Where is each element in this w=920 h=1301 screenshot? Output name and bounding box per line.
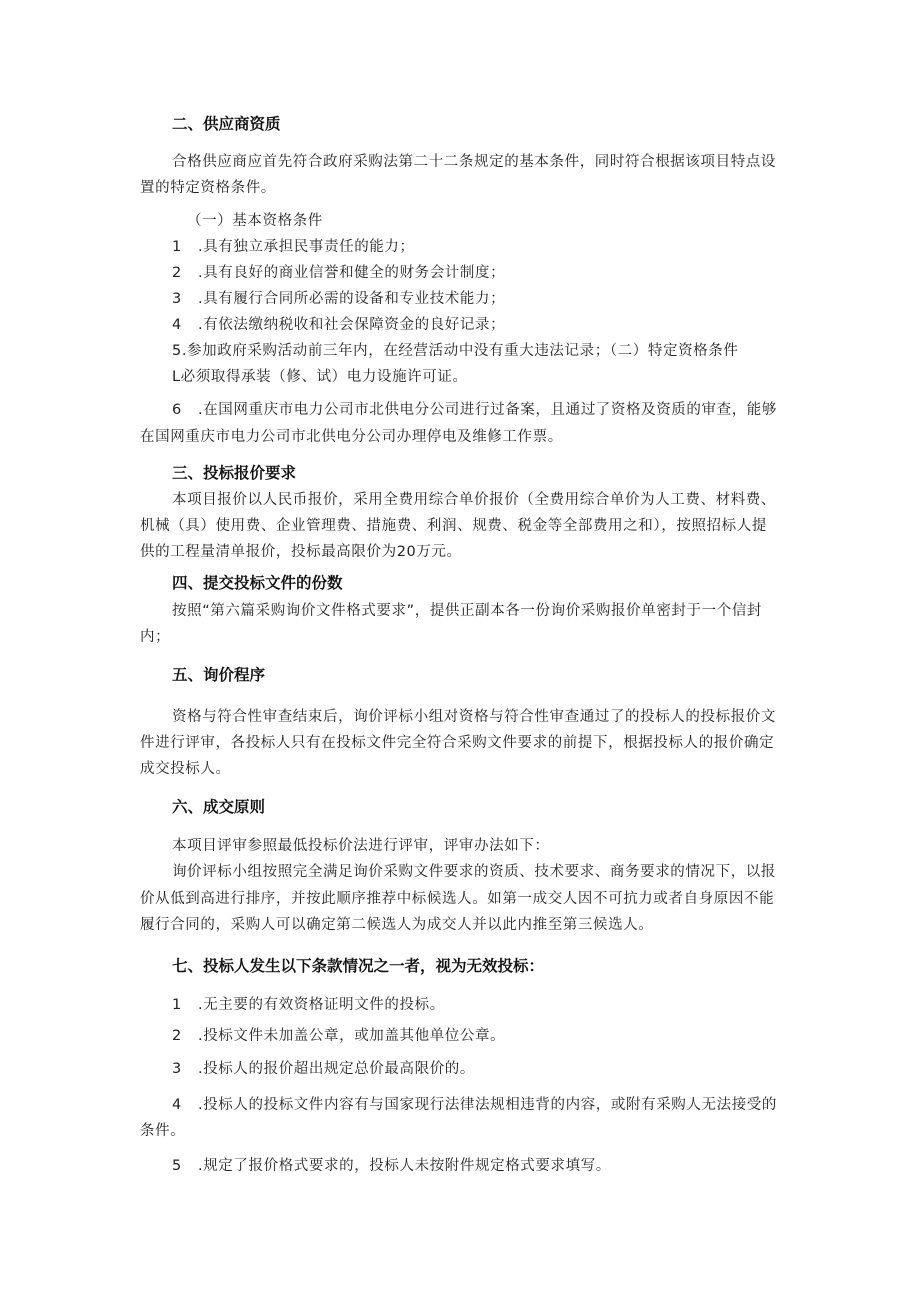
list-item-6 (172, 400, 777, 420)
list-item-license: L必须取得承装（修、试）电力设施许可证。 (172, 369, 468, 385)
paragraph-line: 资格与符合性审查结束后，询价评标小组对资格与符合性审查通过了的投标人的投标报价文 (172, 709, 776, 725)
list-item-text: .具有良好的商业信誉和健全的财务会计制度； (198, 265, 506, 281)
list-item (172, 289, 505, 309)
list-item-text: .投标文件未加盖公章，或加盖其他单位公章。 (198, 1028, 506, 1044)
list-item-5: 5.参加政府采购活动前三年内，在经营活动中没有重大违法记录；（二）特定资格条件 (172, 343, 739, 359)
list-item-text: .有依法缴纳税收和社会保障资金的良好记录； (198, 317, 506, 333)
list-item (172, 315, 505, 335)
section-heading-inquiry-procedure: 五、询价程序 (172, 666, 266, 684)
paragraph-line: 本项目报价以人民币报价，采用全费用综合单价报价（全费用综合单价为人工费、材料费、 (172, 492, 776, 508)
subsection-title-basic: （一）基本资格条件 (187, 213, 323, 229)
paragraph-line: 履行合同的，采购人可以确定第二候选人为成交人并以此内推至第三候选人。 (140, 917, 654, 933)
list-item (172, 1095, 777, 1115)
list-item-number: 4 (172, 317, 182, 333)
list-item-text: .规定了报价格式要求的，投标人未按附件规定格式要求填写。 (198, 1158, 611, 1174)
list-item-text: .具有独立承担民事责任的能力； (198, 239, 415, 255)
list-item-number: 1 (172, 997, 182, 1013)
paragraph-line: 在国网重庆市电力公司市北供电分公司办理停电及维修工作票。 (140, 429, 563, 445)
paragraph-line: 询价评标小组按照完全满足询价采购文件要求的资质、技术要求、商务要求的情况下，以报 (172, 864, 776, 880)
section-heading-invalid-bid: 七、投标人发生以下条款情况之一者，视为无效投标： (172, 957, 545, 975)
section-heading-transaction-principle: 六、成交原则 (172, 798, 266, 816)
list-item-text: .在国网重庆市电力公司市北供电分公司进行过备案，且通过了资格及资质的审查，能够 (198, 402, 778, 418)
list-item-number: 1 (172, 239, 182, 255)
list-item-number: 5 (172, 1158, 182, 1174)
list-item-text: .投标人的报价超出规定总价最高限价的。 (198, 1061, 476, 1077)
paragraph-line: 件进行评审，各投标人只有在投标文件完全符合采购文件要求的前提下，根据投标人的报价确定 (140, 735, 775, 751)
list-item-text: .投标人的投标文件内容有与国家现行法律法规相违背的内容，或附有采购人无法接受的 (198, 1097, 778, 1113)
list-item-number: 2 (172, 265, 182, 281)
list-item-number: 6 (172, 402, 182, 418)
list-item-number: 4 (172, 1097, 182, 1113)
list-item (172, 995, 445, 1015)
list-item (172, 237, 415, 257)
list-item-number: 3 (172, 291, 182, 307)
paragraph-line: 条件。 (140, 1123, 186, 1139)
section-heading-bid-price: 三、投标报价要求 (172, 464, 297, 482)
section-heading-supplier-qualification: 二、供应商资质 (172, 115, 281, 133)
list-item-text: .无主要的有效资格证明文件的投标。 (198, 997, 445, 1013)
paragraph-line: 价从低到高进行排序，并按此顺序推荐中标候选人。如第一成交人因不可抗力或者自身原因不能 (140, 891, 775, 907)
list-item (172, 1059, 475, 1079)
paragraph-line: 合格供应商应首先符合政府采购法第二十二条规定的基本条件，同时符合根据该项目特点设 (172, 154, 776, 170)
list-item (172, 1026, 505, 1046)
paragraph-line: 供的工程量清单报价，投标最高限价为20万元。 (140, 544, 462, 560)
list-item (172, 263, 505, 283)
list-item-text: .具有履行合同所必需的设备和专业技术能力； (198, 291, 506, 307)
paragraph-line: 内； (140, 629, 171, 645)
paragraph-line: 成交投标人。 (140, 761, 231, 777)
list-item (172, 1156, 611, 1176)
paragraph-line: 本项目评审参照最低投标价法进行评审，评审办法如下： (172, 838, 550, 854)
section-heading-copies: 四、提交投标文件的份数 (172, 574, 343, 592)
paragraph-line: 按照“第六篇采购询价文件格式要求”，提供正副本各一份询价采购报价单密封于一个信封 (172, 603, 763, 619)
list-item-number: 2 (172, 1028, 182, 1044)
paragraph-line: 机械（具）使用费、企业管理费、措施费、利润、规费、税金等全部费用之和），按照招标人提 (140, 518, 767, 534)
list-item-number: 3 (172, 1061, 182, 1077)
paragraph-line: 置的特定资格条件。 (140, 180, 276, 196)
